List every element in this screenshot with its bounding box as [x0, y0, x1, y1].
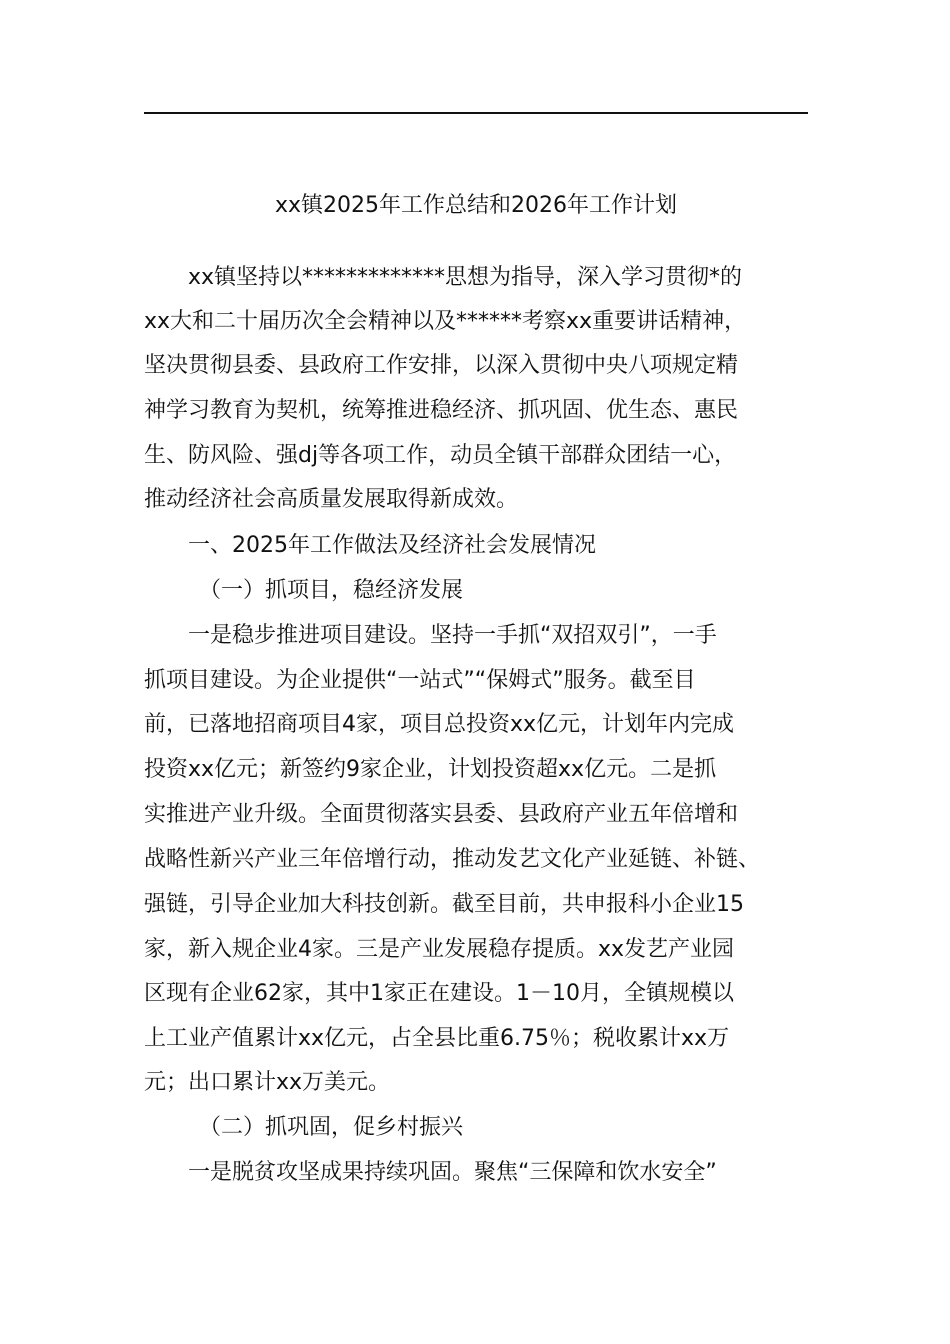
section-heading: 一、2025年工作做法及经济社会发展情况	[188, 533, 596, 558]
body-line: 前，已落地招商项目4家，项目总投资xx亿元，计划年内完成	[144, 712, 735, 737]
subsection-heading: （一）抓项目，稳经济发展	[199, 578, 464, 603]
body-line: 区现有企业62家，其中1家正在建设。1－10月，全镇规模以	[144, 981, 734, 1006]
body-line: 一是脱贫攻坚成果持续巩固。聚焦“三保障和饮水安全”	[188, 1160, 717, 1185]
body-line: 上工业产值累计xx亿元，占全县比重6.75％；税收累计xx万	[144, 1026, 730, 1051]
body-line: 实推进产业升级。全面贯彻落实县委、县政府产业五年倍增和	[144, 802, 739, 827]
document-title: xx镇2025年工作总结和2026年工作计划	[274, 193, 678, 218]
body-line: 强链，引导企业加大科技创新。截至目前，共申报科小企业15	[144, 892, 744, 917]
intro-line: 推动经济社会高质量发展取得新成效。	[144, 487, 519, 512]
body-line: 家，新入规企业4家。三是产业发展稳存提质。xx发艺产业园	[144, 937, 735, 962]
body-line: 战略性新兴产业三年倍增行动，推动发艺文化产业延链、补链、	[144, 847, 761, 872]
intro-line: 神学习教育为契机，统筹推进稳经济、抓巩固、优生态、惠民	[144, 398, 739, 423]
intro-line: 坚决贯彻县委、县政府工作安排，以深入贯彻中央八项规定精	[144, 353, 739, 378]
header-rule	[144, 112, 808, 114]
body-line: 投资xx亿元；新签约9家企业，计划投资超xx亿元。二是抓	[144, 757, 717, 782]
body-line: 一是稳步推进项目建设。坚持一手抓“双招双引”，一手	[188, 623, 717, 648]
intro-line: 生、防风险、强dj等各项工作，动员全镇干部群众团结一心，	[144, 443, 737, 468]
intro-line: xx大和二十届历次全会精神以及******考察xx重要讲话精神，	[144, 309, 747, 334]
intro-line: xx镇坚持以*************思想为指导，深入学习贯彻*的	[188, 265, 743, 290]
body-line: 抓项目建设。为企业提供“一站式”“保姆式”服务。截至目	[144, 668, 696, 693]
subsection-heading: （二）抓巩固，促乡村振兴	[199, 1115, 464, 1140]
body-line: 元；出口累计xx万美元。	[144, 1070, 391, 1095]
